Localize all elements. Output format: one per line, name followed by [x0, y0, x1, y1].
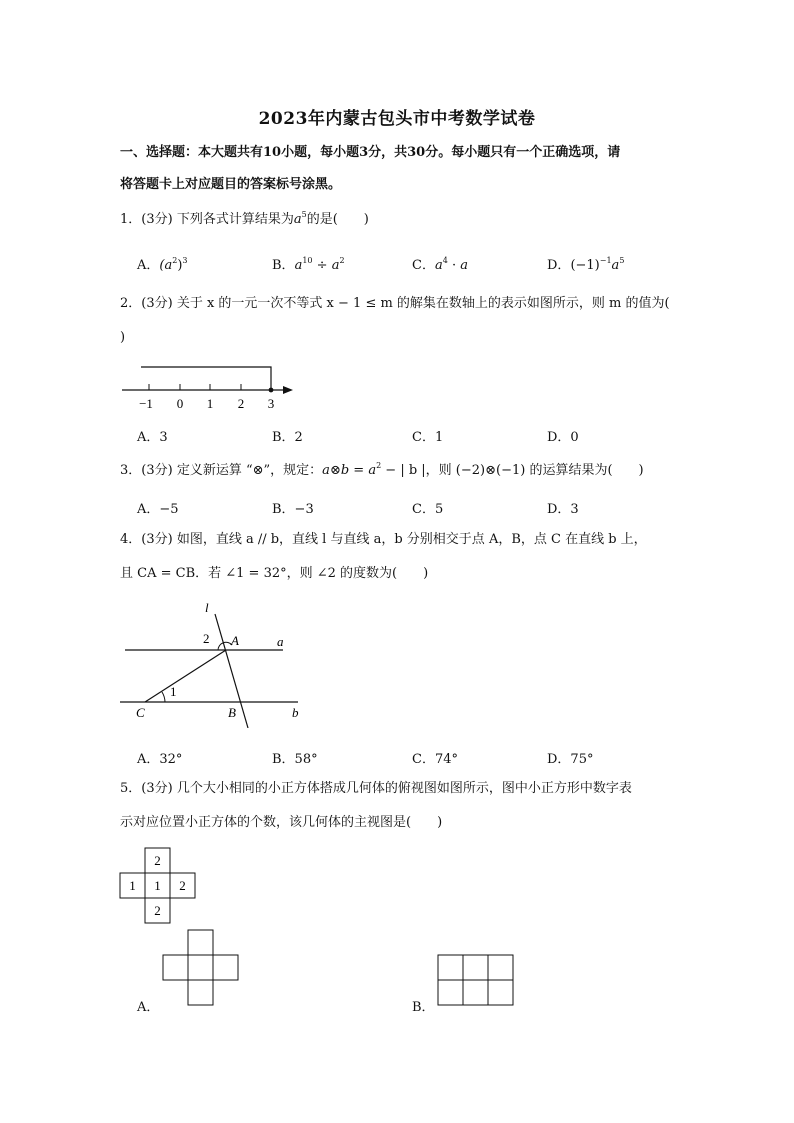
- section-instruction-line1: 一、选择题：本大题共有10小题，每小题3分，共30分。每小题只有一个正确选项，请: [120, 145, 621, 160]
- grid-count-right: 2: [179, 878, 186, 893]
- question-5-line2: 示对应位置小正方体的个数，该几何体的主视图是( ): [120, 815, 443, 830]
- number-line-arrow: [283, 386, 293, 394]
- q3-option-b[interactable]: B．−3: [272, 502, 314, 517]
- grid-count-left: 1: [129, 878, 136, 893]
- grid-count-center: 1: [154, 878, 161, 893]
- question-2-stem: 2．(3分) 关于 x 的一元一次不等式 x − 1 ≤ m 的解集在数轴上的表示如图所示，则 m 的值为(: [120, 296, 670, 311]
- solution-set-bracket: [141, 367, 271, 390]
- q2-option-a[interactable]: A．3: [137, 430, 168, 445]
- question-5-line1: 5．(3分) 几个大小相同的小正方体搭成几何体的俯视图如图所示，图中小正方形中数字表: [120, 781, 632, 796]
- label-point-c: C: [136, 705, 145, 720]
- q3-option-d[interactable]: D．3: [547, 502, 579, 517]
- question-3-stem: 3．(3分) 定义新运算 “⊗”，规定：a⊗b = $a^2$ − | b |，则 (−2)⊗(−1) 的运算结果为( ): [120, 461, 644, 478]
- tick-label: 2: [237, 396, 245, 411]
- q2-option-c[interactable]: C．1: [412, 430, 444, 445]
- question-1-stem: 1．(3分) 下列各式计算结果为$a^5$的是( ): [120, 210, 369, 227]
- parallel-lines-figure: [115, 598, 315, 728]
- label-point-a: A: [231, 633, 239, 648]
- tick-label: 1: [206, 396, 214, 411]
- q4-option-a[interactable]: A．32°: [137, 752, 183, 767]
- otimes-symbol: ⊗: [252, 463, 264, 478]
- label-line-b: b: [292, 705, 299, 720]
- tick-label: −1: [139, 396, 153, 411]
- q3-option-a[interactable]: A．−5: [137, 502, 179, 517]
- q1-option-d[interactable]: D．$(-1)^{-1}a^5$: [547, 256, 625, 273]
- tick-label: 3: [267, 396, 275, 411]
- label-point-b: B: [228, 705, 236, 720]
- q1-option-b[interactable]: B．$a^{10} \div a^2$: [272, 256, 345, 273]
- q5-option-b-label[interactable]: B．: [412, 1000, 435, 1015]
- q5-option-b-figure[interactable]: [436, 952, 516, 1008]
- page-title: 2023年内蒙古包头市中考数学试卷: [258, 109, 536, 129]
- label-angle-1: 1: [170, 684, 177, 699]
- q1-option-a[interactable]: A．$(a^2)^3$: [137, 256, 188, 273]
- segment-ca: [145, 650, 226, 702]
- label-line-a: a: [277, 634, 284, 649]
- number-line-figure: [115, 360, 315, 412]
- grid-count-top: 2: [154, 853, 161, 868]
- q1-option-c[interactable]: C．$a^4 \cdot a$: [412, 256, 468, 273]
- grid-count-bottom: 2: [154, 903, 161, 918]
- question-2-stem-end: ): [120, 330, 126, 345]
- label-l: l: [205, 600, 209, 615]
- q4-option-c[interactable]: C．74°: [412, 752, 458, 767]
- tick-label: 0: [176, 396, 184, 411]
- q4-option-d[interactable]: D．75°: [547, 752, 594, 767]
- q5-option-a-figure[interactable]: [160, 928, 242, 1010]
- top-view-grid-figure: [118, 846, 198, 926]
- q2-option-d[interactable]: D．0: [547, 430, 579, 445]
- q4-option-b[interactable]: B．58°: [272, 752, 318, 767]
- question-4-line2: 且 CA = CB．若 ∠1 = 32°，则 ∠2 的度数为( ): [120, 566, 429, 581]
- label-angle-2: 2: [203, 631, 210, 646]
- q2-option-b[interactable]: B．2: [272, 430, 303, 445]
- angle-1-arc: [162, 692, 165, 702]
- section-instruction-line2: 将答题卡上对应题目的答案标号涂黑。: [120, 177, 342, 192]
- question-4-line1: 4．(3分) 如图，直线 a // b，直线 l 与直线 a，b 分别相交于点 A，B，点 C 在直线 b 上，: [120, 532, 647, 547]
- q5-option-a-label[interactable]: A．: [137, 1000, 160, 1015]
- q3-option-c[interactable]: C．5: [412, 502, 444, 517]
- solution-endpoint-dot: [269, 388, 274, 393]
